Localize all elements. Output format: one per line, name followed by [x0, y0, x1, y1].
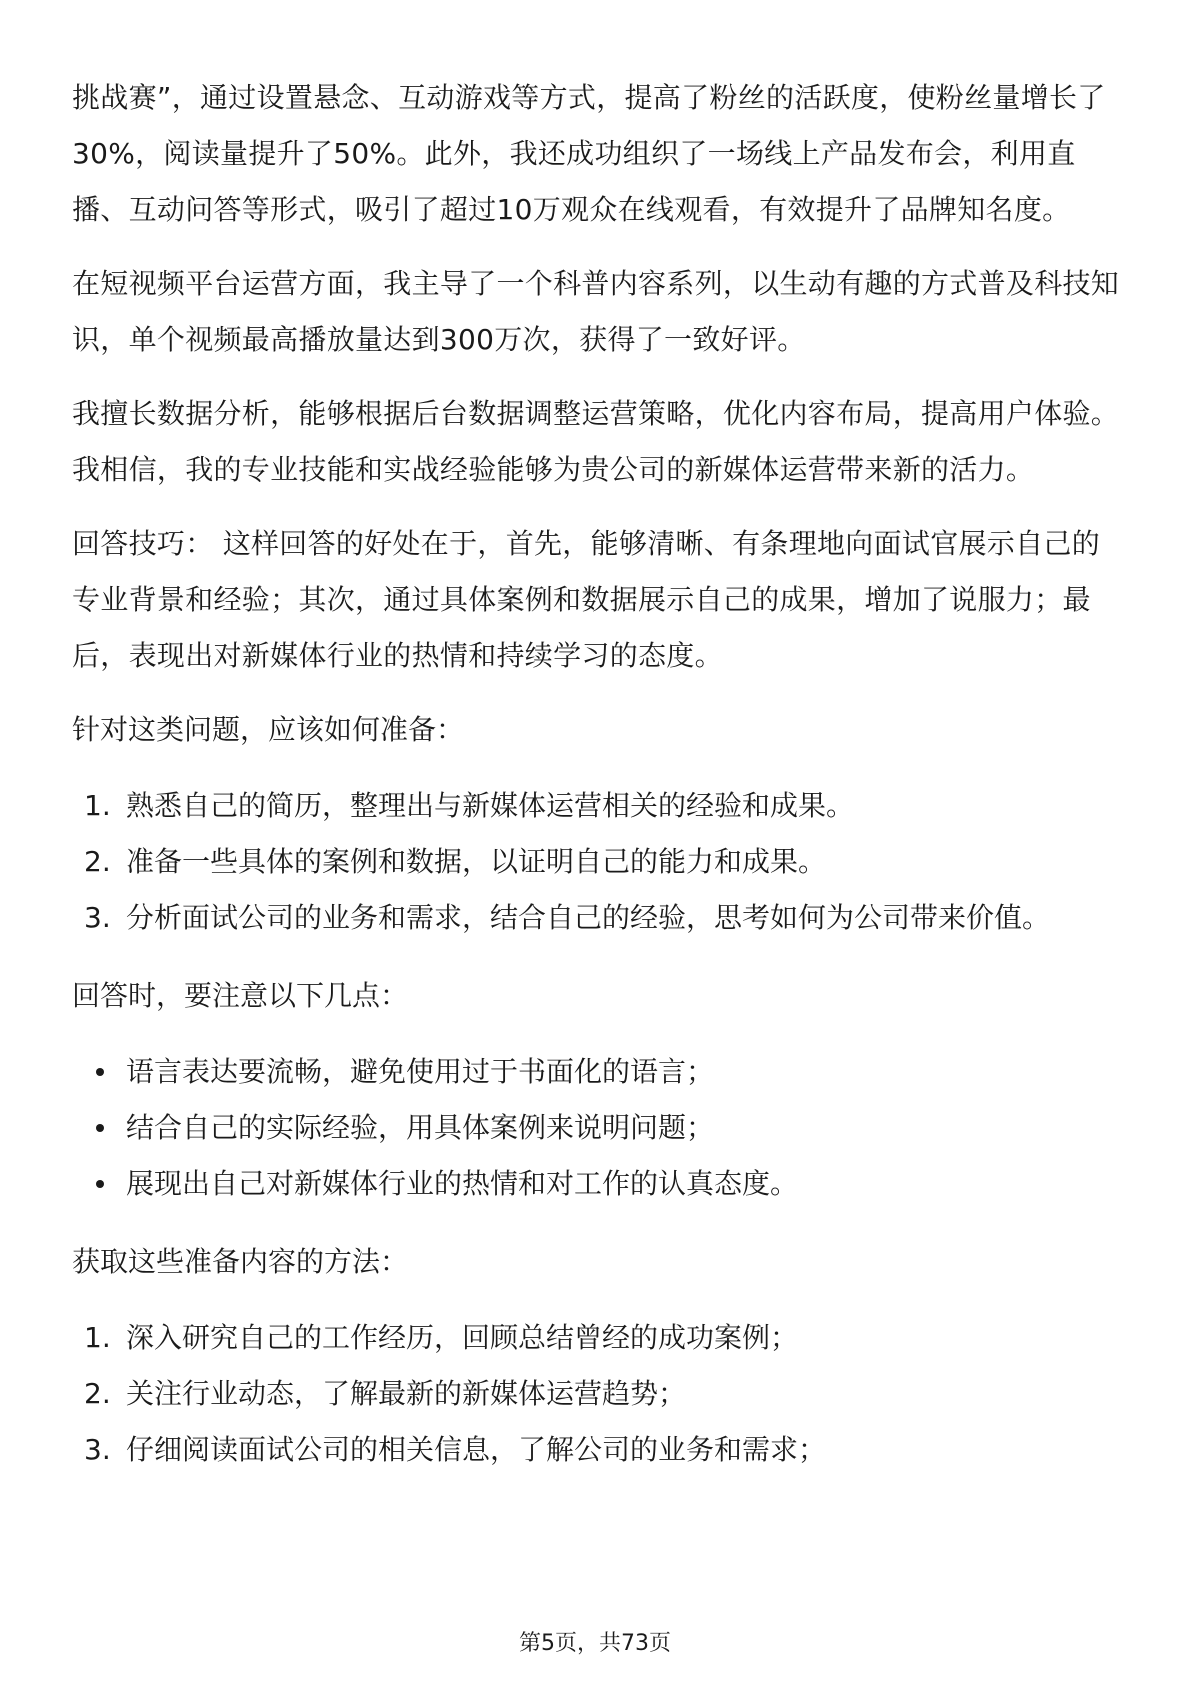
list-item	[72, 1422, 1122, 1478]
list-item-text: 熟悉自己的简历，整理出与新媒体运营相关的经验和成果。	[126, 789, 855, 822]
notes-list	[72, 1044, 1122, 1212]
list-item	[72, 834, 1122, 890]
list-item-text: 分析面试公司的业务和需求，结合自己的经验，思考如何为公司带来价值。	[126, 901, 1051, 934]
list-item	[72, 1156, 1122, 1212]
list-item-text: 语言表达要流畅，避免使用过于书面化的语言；	[126, 1055, 715, 1088]
list-item-text: 深入研究自己的工作经历，回顾总结曾经的成功案例；	[126, 1321, 799, 1354]
list-item	[72, 778, 1122, 834]
list-item	[72, 1366, 1122, 1422]
prepare-heading: 针对这类问题，应该如何准备：	[72, 713, 465, 746]
list-item-text: 准备一些具体的案例和数据，以证明自己的能力和成果。	[126, 845, 827, 878]
list-item	[72, 1100, 1122, 1156]
list-item-text: 仔细阅读面试公司的相关信息，了解公司的业务和需求；	[126, 1433, 827, 1466]
bullet-icon	[96, 1124, 104, 1132]
list-number: 2.	[84, 845, 111, 878]
list-item-text: 展现出自己对新媒体行业的热情和对工作的认真态度。	[126, 1167, 799, 1200]
list-number: 1.	[84, 1321, 111, 1354]
notes-heading: 回答时，要注意以下几点：	[72, 979, 409, 1012]
bullet-icon	[96, 1180, 104, 1188]
methods-list	[72, 1310, 1122, 1478]
prepare-list	[72, 778, 1122, 946]
list-number: 1.	[84, 789, 111, 822]
list-number: 3.	[84, 1433, 111, 1466]
paragraph-data-analysis: 我擅长数据分析，能够根据后台数据调整运营策略，优化内容布局，提高用户体验。我相信，我的专业技能和实战经验能够为贵公司的新媒体运营带来新的活力。	[72, 397, 1120, 486]
paragraph-short-video: 在短视频平台运营方面，我主导了一个科普内容系列，以生动有趣的方式普及科技知识，单个视频最高播放量达到300万次，获得了一致好评。	[72, 267, 1120, 356]
list-number: 3.	[84, 901, 111, 934]
list-item-text: 结合自己的实际经验，用具体案例来说明问题；	[126, 1111, 715, 1144]
list-item	[72, 890, 1122, 946]
methods-heading: 获取这些准备内容的方法：	[72, 1245, 409, 1278]
document-body	[72, 70, 1122, 1500]
list-item	[72, 1044, 1122, 1100]
list-item	[72, 1310, 1122, 1366]
list-item-text: 关注行业动态，了解最新的新媒体运营趋势；	[126, 1377, 687, 1410]
bullet-icon	[96, 1068, 104, 1076]
paragraph-answer-tips: 回答技巧： 这样回答的好处在于，首先，能够清晰、有条理地向面试官展示自己的专业背景和经验；其次，通过具体案例和数据展示自己的成果，增加了说服力；最后，表现出对新媒体行业的热情和持续学习的态度。	[72, 527, 1101, 672]
paragraph-campaign: 挑战赛”，通过设置悬念、互动游戏等方式，提高了粉丝的活跃度，使粉丝量增长了30%，阅读量提升了50%。此外，我还成功组织了一场线上产品发布会，利用直播、互动问答等形式，吸引了超过10万观众在线观看，有效提升了品牌知名度。	[72, 81, 1106, 226]
list-number: 2.	[84, 1377, 111, 1410]
page-number: 第5页，共73页	[519, 1631, 671, 1656]
